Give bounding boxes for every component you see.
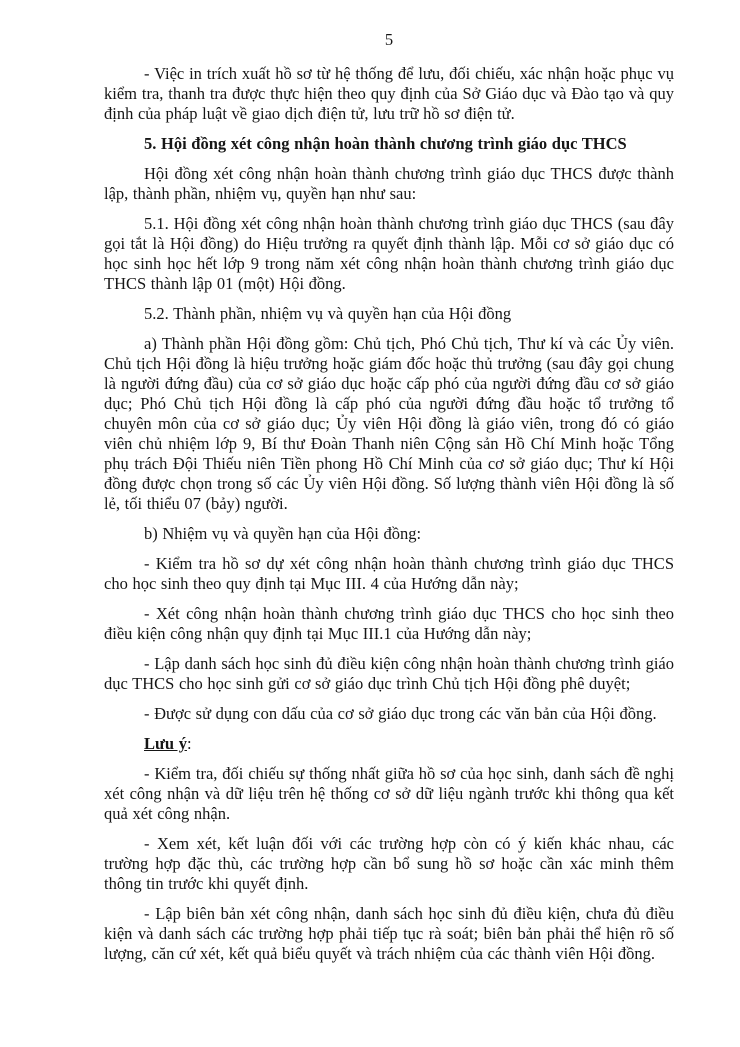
subheading-5-2: 5.2. Thành phần, nhiệm vụ và quyền hạn của Hội đồng: [144, 304, 512, 323]
bullet-meeting-minutes: - Lập biên bản xét công nhận, danh sách học sinh đủ điều kiện, chưa đủ điều kiện và danh sách các trường hợp phải tiếp tục rà soát; biên bản phải thể hiện rõ số lượng, căn cứ xét, kết quả biểu quyết và trách nhiệm của các thành viên Hội đồng.: [104, 904, 674, 963]
paragraph-council-intro: Hội đồng xét công nhận hoàn thành chương trình giáo dục THCS được thành lập, thành phần, nhiệm vụ, quyền hạn như sau:: [104, 164, 674, 203]
bullet-consider-recognition: - Xét công nhận hoàn thành chương trình giáo dục THCS cho học sinh theo điều kiện công nhận quy định tại Mục III.1 của Hướng dẫn này;: [104, 604, 674, 643]
paragraph-composition: a) Thành phần Hội đồng gồm: Chủ tịch, Phó Chủ tịch, Thư kí và các Ủy viên. Chủ tịch Hội đồng là hiệu trưởng hoặc giám đốc hoặc thủ trưởng (sau đây gọi chung là người đứng đầu) của cơ sở giáo dục hoặc cấp phó của người đứng đầu cơ sở giáo dục; Phó Chủ tịch Hội đồng là cấp phó của người đứng đầu hoặc tổ trưởng tổ chuyên môn của cơ sở giáo dục; Ủy viên Hội đồng là giáo viên, trong đó có giáo viên chủ nhiệm lớp 9, Bí thư Đoàn Thanh niên Cộng sản Hồ Chí Minh hoặc Tổng phụ trách Đội Thiếu niên Tiền phong Hồ Chí Minh của cơ sở giáo dục; Thư kí Hội đồng được chọn trong số các Ủy viên Hội đồng. Số lượng thành viên Hội đồng là số lẻ, tối thiểu 07 (bảy) người.: [104, 334, 674, 513]
page-number: 5: [384, 30, 394, 49]
bullet-check-records: - Kiểm tra hồ sơ dự xét công nhận hoàn thành chương trình giáo dục THCS cho học sinh theo quy định tại Mục III. 4 của Hướng dẫn này;: [104, 554, 674, 593]
note-label-line: [104, 734, 674, 754]
bullet-verify-consistency: - Kiểm tra, đối chiếu sự thống nhất giữa hồ sơ của học sinh, danh sách đề nghị xét công nhận và dữ liệu trên hệ thống cơ sở dữ liệu ngành trước khi thông qua kết quả xét công nhận.: [104, 764, 674, 823]
bullet-list-eligible-students: - Lập danh sách học sinh đủ điều kiện công nhận hoàn thành chương trình giáo dục THCS cho học sinh gửi cơ sở giáo dục trình Chủ tịch Hội đồng phê duyệt;: [104, 654, 674, 693]
bullet-use-seal: - Được sử dụng con dấu của cơ sở giáo dục trong các văn bản của Hội đồng.: [144, 704, 657, 723]
note-colon: :: [186, 734, 192, 753]
bullet-review-special-cases: - Xem xét, kết luận đối với các trường hợp còn có ý kiến khác nhau, các trường hợp đặc thù, các trường hợp cần bổ sung hồ sơ hoặc cần xác minh thêm thông tin trước khi quyết định.: [104, 834, 674, 893]
note-label: Lưu ý: [144, 734, 187, 753]
subheading-duties: b) Nhiệm vụ và quyền hạn của Hội đồng:: [144, 524, 422, 543]
section-heading-5: 5. Hội đồng xét công nhận hoàn thành chương trình giáo dục THCS: [144, 134, 627, 153]
paragraph-print-extract: - Việc in trích xuất hồ sơ từ hệ thống để lưu, đối chiếu, xác nhận hoặc phục vụ kiểm tra, thanh tra được thực hiện theo quy định của Sở Giáo dục và Đào tạo và quy định của pháp luật về giao dịch điện tử, lưu trữ hồ sơ điện tử.: [104, 64, 674, 123]
paragraph-5-1-establishment: 5.1. Hội đồng xét công nhận hoàn thành chương trình giáo dục THCS (sau đây gọi tắt là Hội đồng) do Hiệu trưởng ra quyết định thành lập. Mỗi cơ sở giáo dục có học sinh học hết lớp 9 trong năm xét công nhận hoàn thành chương trình giáo dục THCS thành lập 01 (một) Hội đồng.: [104, 214, 674, 293]
